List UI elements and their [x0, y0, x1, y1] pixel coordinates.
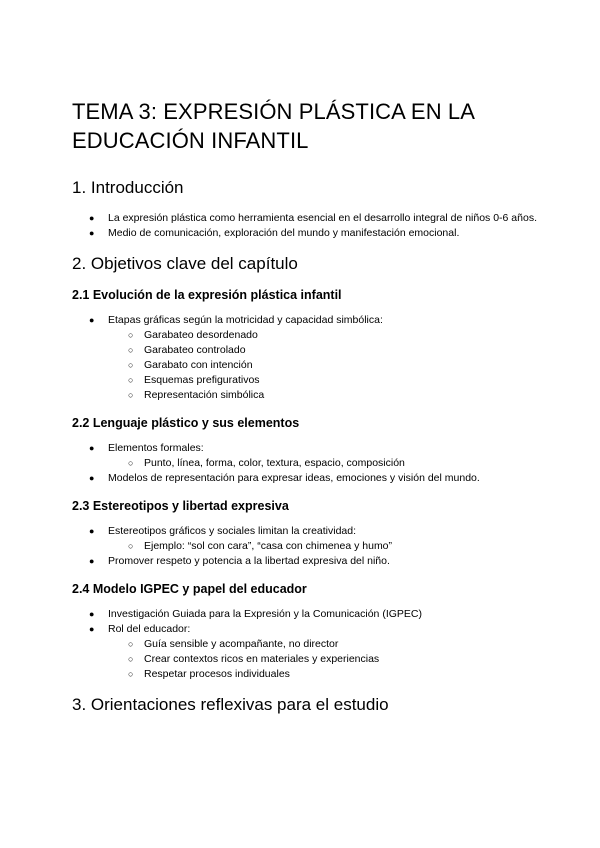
nested-item-text: Crear contextos ricos en materiales y experiencias	[144, 653, 380, 665]
list-item-text: Estereotipos gráficos y sociales limitan la creatividad:	[108, 525, 357, 537]
nested-list	[108, 456, 540, 471]
nested-item-text: Garabato con intención	[144, 359, 253, 371]
nested-list-item	[108, 388, 540, 403]
subsection-2-2-list	[72, 441, 540, 486]
nested-item-text: Ejemplo: “sol con cara”, “casa con chimenea y humo”	[144, 540, 393, 552]
list-item	[72, 441, 540, 471]
section-heading-orientaciones: 3. Orientaciones reflexivas para el estudio	[72, 695, 389, 714]
subsection-2-4-list	[72, 607, 540, 682]
list-item-text: Elementos formales:	[108, 442, 204, 454]
hollow-bullet-icon: ○	[128, 345, 134, 355]
list-item	[72, 226, 540, 241]
hollow-bullet-icon: ○	[128, 360, 134, 370]
nested-list-item	[108, 637, 540, 652]
list-item-text: Investigación Guiada para la Expresión y la Comunicación (IGPEC)	[108, 608, 422, 620]
list-item-text: Promover respeto y potencia a la libertad expresiva del niño.	[108, 555, 390, 567]
section-heading-introduccion: 1. Introducción	[72, 178, 184, 197]
bullet-icon: ●	[89, 624, 95, 634]
nested-list-item	[108, 328, 540, 343]
list-item	[72, 524, 540, 554]
nested-item-text: Respetar procesos individuales	[144, 668, 290, 680]
document-title: TEMA 3: EXPRESIÓN PLÁSTICA EN LA EDUCACIÓN INFANTIL	[72, 99, 474, 153]
nested-list-item	[108, 343, 540, 358]
intro-list	[72, 211, 540, 241]
nested-list-item	[108, 667, 540, 682]
list-item	[72, 554, 540, 569]
list-item	[72, 471, 540, 486]
hollow-bullet-icon: ○	[128, 654, 134, 664]
nested-list	[108, 328, 540, 403]
nested-item-text: Punto, línea, forma, color, textura, espacio, composición	[144, 457, 405, 469]
bullet-icon: ●	[89, 473, 95, 483]
nested-item-text: Representación simbólica	[144, 389, 265, 401]
bullet-icon: ●	[89, 443, 95, 453]
nested-list	[108, 637, 540, 682]
nested-list-item	[108, 539, 540, 554]
bullet-icon: ●	[89, 213, 95, 223]
hollow-bullet-icon: ○	[128, 390, 134, 400]
subsection-heading-2-3: 2.3 Estereotipos y libertad expresiva	[72, 499, 289, 513]
hollow-bullet-icon: ○	[128, 639, 134, 649]
list-item-text: Rol del educador:	[108, 623, 191, 635]
nested-list-item	[108, 456, 540, 471]
list-item	[72, 313, 540, 403]
nested-list	[108, 539, 540, 554]
subsection-2-1-list	[72, 313, 540, 403]
list-item	[72, 607, 540, 622]
list-item-text: Modelos de representación para expresar ideas, emociones y visión del mundo.	[108, 472, 480, 484]
subsection-heading-2-2: 2.2 Lenguaje plástico y sus elementos	[72, 416, 300, 430]
hollow-bullet-icon: ○	[128, 375, 134, 385]
list-item-text: La expresión plástica como herramienta esencial en el desarrollo integral de niños 0-6 años.	[108, 212, 537, 224]
section-heading-objetivos: 2. Objetivos clave del capítulo	[72, 254, 298, 273]
bullet-icon: ●	[89, 228, 95, 238]
hollow-bullet-icon: ○	[128, 669, 134, 679]
list-item	[72, 622, 540, 682]
subsection-heading-2-4: 2.4 Modelo IGPEC y papel del educador	[72, 582, 307, 596]
nested-item-text: Esquemas prefigurativos	[144, 374, 260, 386]
bullet-icon: ●	[89, 609, 95, 619]
subsection-heading-2-1: 2.1 Evolución de la expresión plástica infantil	[72, 288, 342, 302]
subsection-2-3-list	[72, 524, 540, 569]
nested-list-item	[108, 373, 540, 388]
hollow-bullet-icon: ○	[128, 330, 134, 340]
nested-list-item	[108, 358, 540, 373]
hollow-bullet-icon: ○	[128, 458, 134, 468]
bullet-icon: ●	[89, 315, 95, 325]
list-item-text: Medio de comunicación, exploración del mundo y manifestación emocional.	[108, 227, 460, 239]
nested-list-item	[108, 652, 540, 667]
hollow-bullet-icon: ○	[128, 541, 134, 551]
nested-item-text: Garabateo desordenado	[144, 329, 258, 341]
bullet-icon: ●	[89, 556, 95, 566]
list-item	[72, 211, 540, 226]
nested-item-text: Garabateo controlado	[144, 344, 246, 356]
list-item-text: Etapas gráficas según la motricidad y capacidad simbólica:	[108, 314, 383, 326]
bullet-icon: ●	[89, 526, 95, 536]
nested-item-text: Guía sensible y acompañante, no director	[144, 638, 339, 650]
